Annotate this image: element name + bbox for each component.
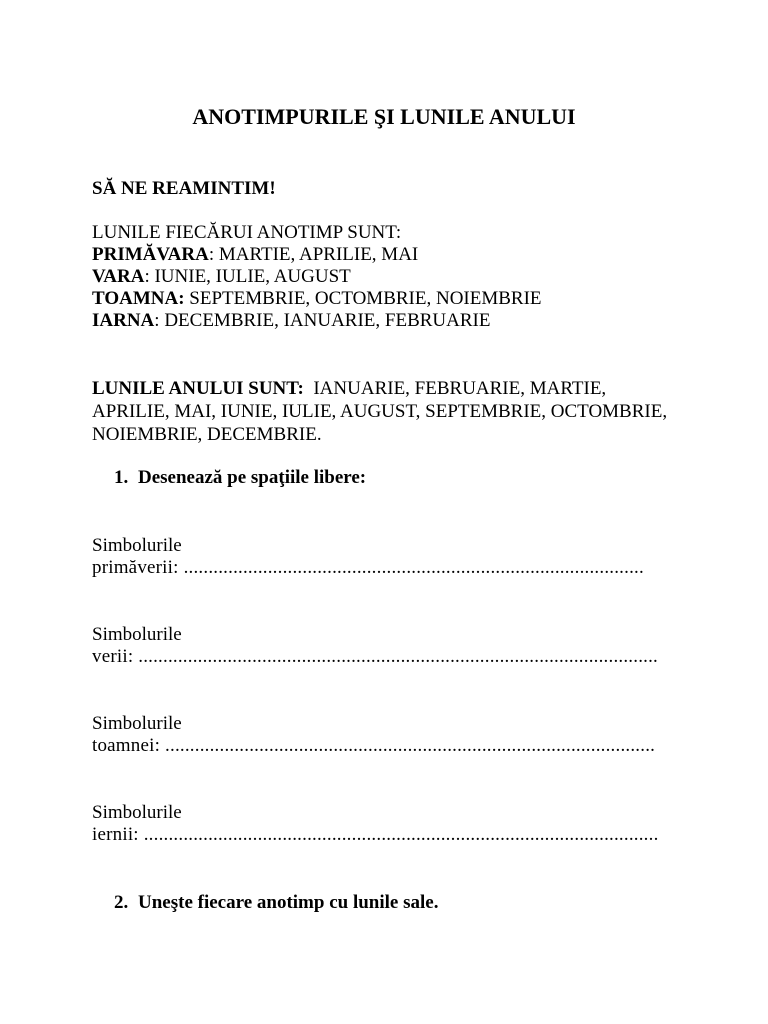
season-months: IUNIE, IULIE, AUGUST <box>154 266 351 287</box>
drawing-space-spring <box>92 557 644 579</box>
page-title: ANOTIMPURILE ŞI LUNILE ANULUI <box>192 104 576 129</box>
season-line-summer <box>92 266 351 288</box>
reminder-heading: SĂ NE REAMINTIM! <box>92 178 276 199</box>
drawing-space-summer <box>92 646 658 668</box>
season-months: SEPTEMBRIE, OCTOMBRIE, NOIEMBRIE <box>189 288 542 309</box>
season-name: TOAMNA: <box>92 288 185 309</box>
task-number: 1. <box>114 467 129 488</box>
task-1 <box>114 467 366 489</box>
dotted-line: ........................................................................................................ <box>143 824 659 845</box>
season-name: VARA <box>92 266 145 287</box>
season-months: MARTIE, APRILIE, MAI <box>218 244 419 265</box>
season-name: PRIMĂVARA <box>92 244 209 265</box>
season-months: DECEMBRIE, IANUARIE, FEBRUARIE <box>164 310 491 331</box>
task-number: 2. <box>114 892 129 913</box>
months-paragraph <box>92 377 682 446</box>
symbol-season: toamnei: <box>92 735 161 756</box>
season-name: IARNA <box>92 310 155 331</box>
seasons-intro: LUNILE FIECĂRUI ANOTIMP SUNT: <box>92 222 402 243</box>
season-line-spring <box>92 244 418 266</box>
symbol-label: Simbolurile <box>92 535 182 556</box>
drawing-space-autumn <box>92 735 655 757</box>
season-separator: : <box>154 310 165 331</box>
symbol-label: Simbolurile <box>92 802 182 823</box>
season-line-autumn <box>92 288 542 310</box>
season-separator: : <box>144 266 155 287</box>
symbol-label: Simbolurile <box>92 624 182 645</box>
task-text: Desenează pe spaţiile libere: <box>138 467 367 488</box>
season-line-winter <box>92 310 490 332</box>
symbol-season: verii: <box>92 646 134 667</box>
season-separator: : <box>208 244 219 265</box>
symbol-season: iernii: <box>92 824 139 845</box>
task-2 <box>114 892 438 914</box>
dotted-line: ................................................................................................... <box>165 735 656 756</box>
symbol-season: primăverii: <box>92 557 179 578</box>
symbol-label: Simbolurile <box>92 713 182 734</box>
task-text: Uneşte fiecare anotimp cu lunile sale. <box>138 892 439 913</box>
months-label: LUNILE ANULUI SUNT: <box>92 378 304 399</box>
drawing-space-winter <box>92 824 659 846</box>
dotted-line: ............................................................................................. <box>183 557 644 578</box>
months-list: IANUARIE, FEBRUARIE, MARTIE, APRILIE, MAI, IUNIE, IULIE, AUGUST, SEPTEMBRIE, OCTOMBRIE, NOIEMBRIE, DECEMBRIE. <box>92 378 668 445</box>
dotted-line: ......................................................................................................... <box>138 646 658 667</box>
